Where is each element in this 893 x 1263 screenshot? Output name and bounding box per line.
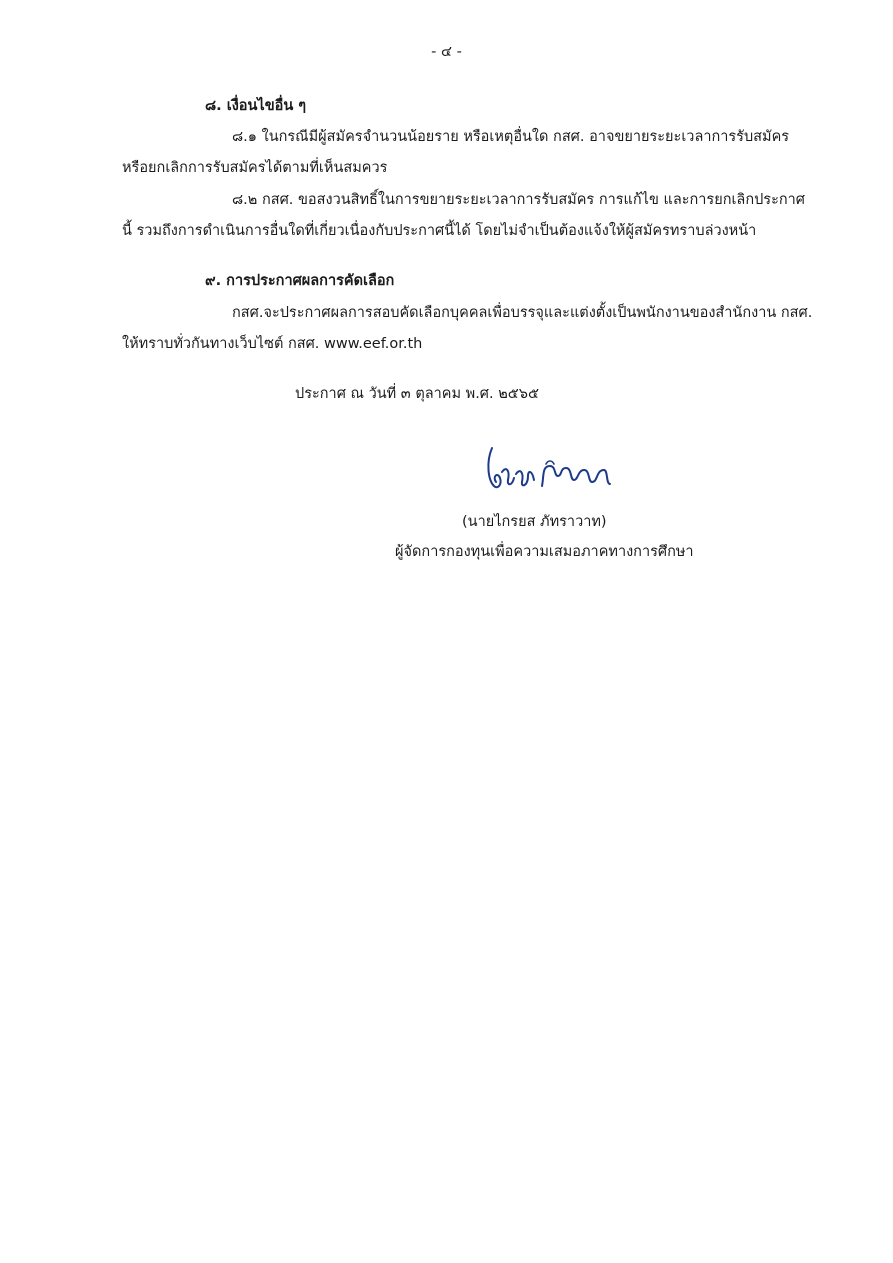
section-8-2-line-2: นี้ รวมถึงการดำเนินการอื่นใดที่เกี่ยวเนื่องกับประกาศนี้ได้ โดยไม่จำเป็นต้องแจ้งให้ผู้สมัครทราบล่วงหน้า xyxy=(122,223,757,239)
section-9-line-2: ให้ทราบทั่วกันทางเว็บไซต์ กสศ. www.eef.or.th xyxy=(122,336,423,352)
signatory-name: (นายไกรยส ภัทราวาท) xyxy=(462,514,607,530)
section-9-line-1: กสศ.จะประกาศผลการสอบคัดเลือกบุคคลเพื่อบรรจุและแต่งตั้งเป็นพนักงานของสำนักงาน กสศ. xyxy=(232,305,813,321)
handwritten-signature xyxy=(480,440,620,500)
section-8-heading: ๘. เงื่อนไขอื่น ๆ xyxy=(205,98,307,114)
section-8-1-line-2: หรือยกเลิกการรับสมัครได้ตามที่เห็นสมควร xyxy=(122,160,388,176)
announcement-date: ประกาศ ณ วันที่ ๓ ตุลาคม พ.ศ. ๒๕๖๕ xyxy=(295,386,539,402)
section-8-1-line-1: ๘.๑ ในกรณีมีผู้สมัครจำนวนน้อยราย หรือเหตุอื่นใด กสศ. อาจขยายระยะเวลาการรับสมัคร xyxy=(232,129,790,145)
section-9-heading: ๙. การประกาศผลการคัดเลือก xyxy=(205,273,395,289)
section-8-2-line-1: ๘.๒ กสศ. ขอสงวนสิทธิ์ในการขยายระยะเวลาการรับสมัคร การแก้ไข และการยกเลิกประกาศ xyxy=(232,192,805,208)
page-number: - ๔ - xyxy=(431,44,462,60)
signatory-position: ผู้จัดการกองทุนเพื่อความเสมอภาคทางการศึกษา xyxy=(395,544,694,560)
